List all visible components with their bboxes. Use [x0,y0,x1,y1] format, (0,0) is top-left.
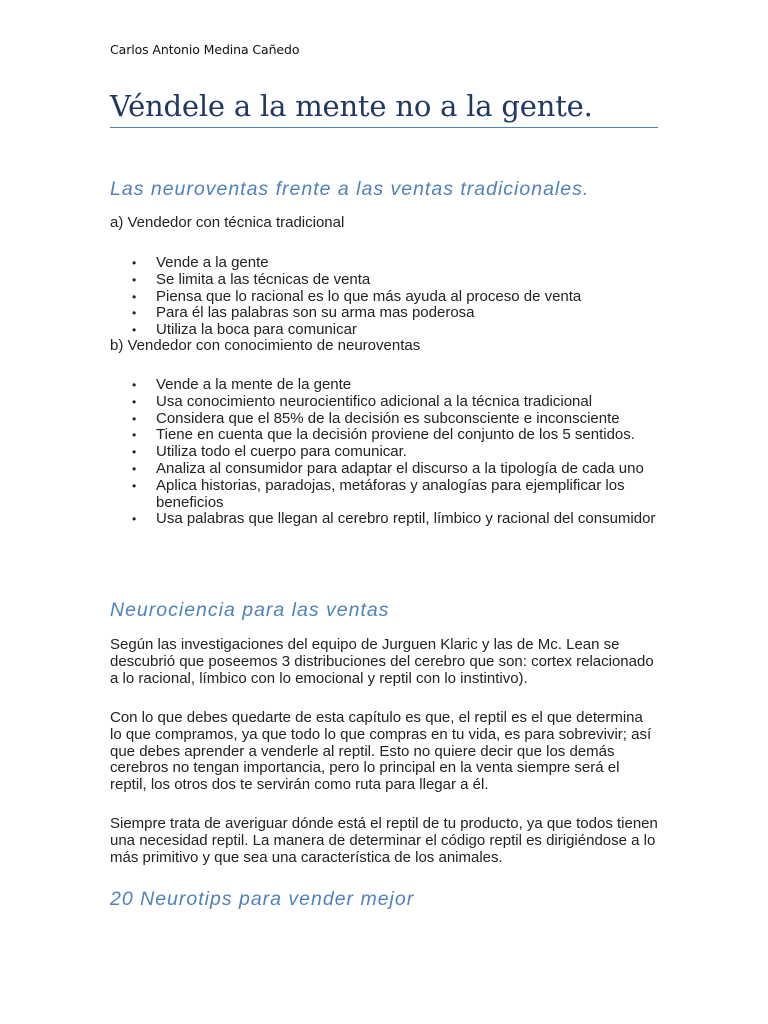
list-item-text: Vende a la mente de la gente [156,376,352,393]
list-item-text: Analiza al consumidor para adaptar el discurso a la tipología de cada uno [156,459,644,477]
list-item [110,305,658,322]
list-item-text: Usa conocimiento neurocientifico adicional a la técnica tradicional [156,392,593,410]
bullet-icon: • [132,445,137,460]
list-item-text: Para él las palabras son su arma mas poderosa [156,304,475,322]
list-item [110,377,658,394]
document-title: Véndele a la mente no a la gente. [110,89,593,123]
list-item [110,272,658,289]
heading-neuroventas-vs-tradicionales: Las neuroventas frente a las ventas tradicionales. [110,178,590,200]
list-item [110,461,658,478]
title-underline [110,127,658,128]
list-a-label: a) Vendedor con técnica tradicional [110,214,345,231]
list-item-text: Utiliza todo el cuerpo para comunicar. [156,443,407,461]
bullet-icon: • [132,256,137,270]
paragraph: Siempre trata de averiguar dónde está el reptil de tu producto, ya que todos tienen una necesidad reptil. La manera de determinar el código reptil es dirigiéndose a lo más primitivo y que sea una característica de los animales. [110,815,658,866]
list-item [110,511,658,528]
author-header: Carlos Antonio Medina Cañedo [110,42,300,57]
list-item [110,289,658,306]
bullet-icon: • [132,428,137,443]
list-item-text: Piensa que lo racional es lo que más ayuda al proceso de venta [156,287,582,305]
list-b-label: b) Vendedor con conocimiento de neuroventas [110,337,421,354]
bullet-icon: • [132,323,137,338]
list-item-text: Usa palabras que llegan al cerebro reptil, límbico y racional del consumidor [156,510,656,528]
list-item [110,255,658,272]
heading-neurociencia: Neurociencia para las ventas [110,599,390,621]
list-item-text: Aplica historias, paradojas, metáforas y analogías para ejemplificar los beneficios [156,476,625,511]
bullet-icon: • [132,378,137,392]
list-item-text: Vende a la gente [156,254,269,271]
bullet-icon: • [132,289,137,304]
bullet-icon: • [132,411,137,426]
paragraph: Según las investigaciones del equipo de Jurguen Klaric y las de Mc. Lean se descubrió que poseemos 3 distribuciones del cerebro que son: cortex relacionado a lo racional, límbico con lo emocional y reptil con lo instintivo). [110,636,654,687]
bullet-icon: • [132,512,137,527]
list-item-text: Utiliza la boca para comunicar [156,321,357,339]
list-item-text: Se limita a las técnicas de venta [156,270,371,288]
paragraph: Con lo que debes quedarte de esta capítulo es que, el reptil es el que determina lo que compramos, ya que todo lo que compras en tu vida, es para sobrevivir; así que debes aprender a venderle al reptil. Esto no quiere decir que los demás cerebros no tengan importancia, pero lo principal en la venta siempre será el reptil, los otros dos te servirán como ruta para llegar a él. [110,709,652,794]
list-b [110,377,658,528]
list-item-text: Tiene en cuenta que la decisión proviene del conjunto de los 5 sentidos. [156,426,635,444]
list-item [110,444,658,461]
list-item-text: Considera que el 85% de la decisión es subconsciente e inconsciente [156,409,620,427]
bullet-icon: • [132,272,137,287]
bullet-icon: • [132,461,137,476]
list-item [110,427,658,444]
bullet-icon: • [132,306,137,321]
list-item [110,478,658,512]
bullet-icon: • [132,478,137,493]
bullet-icon: • [132,394,137,409]
heading-neurotips: 20 Neurotips para vender mejor [110,888,415,910]
list-item [110,394,658,411]
list-a [110,255,658,339]
list-item [110,411,658,428]
